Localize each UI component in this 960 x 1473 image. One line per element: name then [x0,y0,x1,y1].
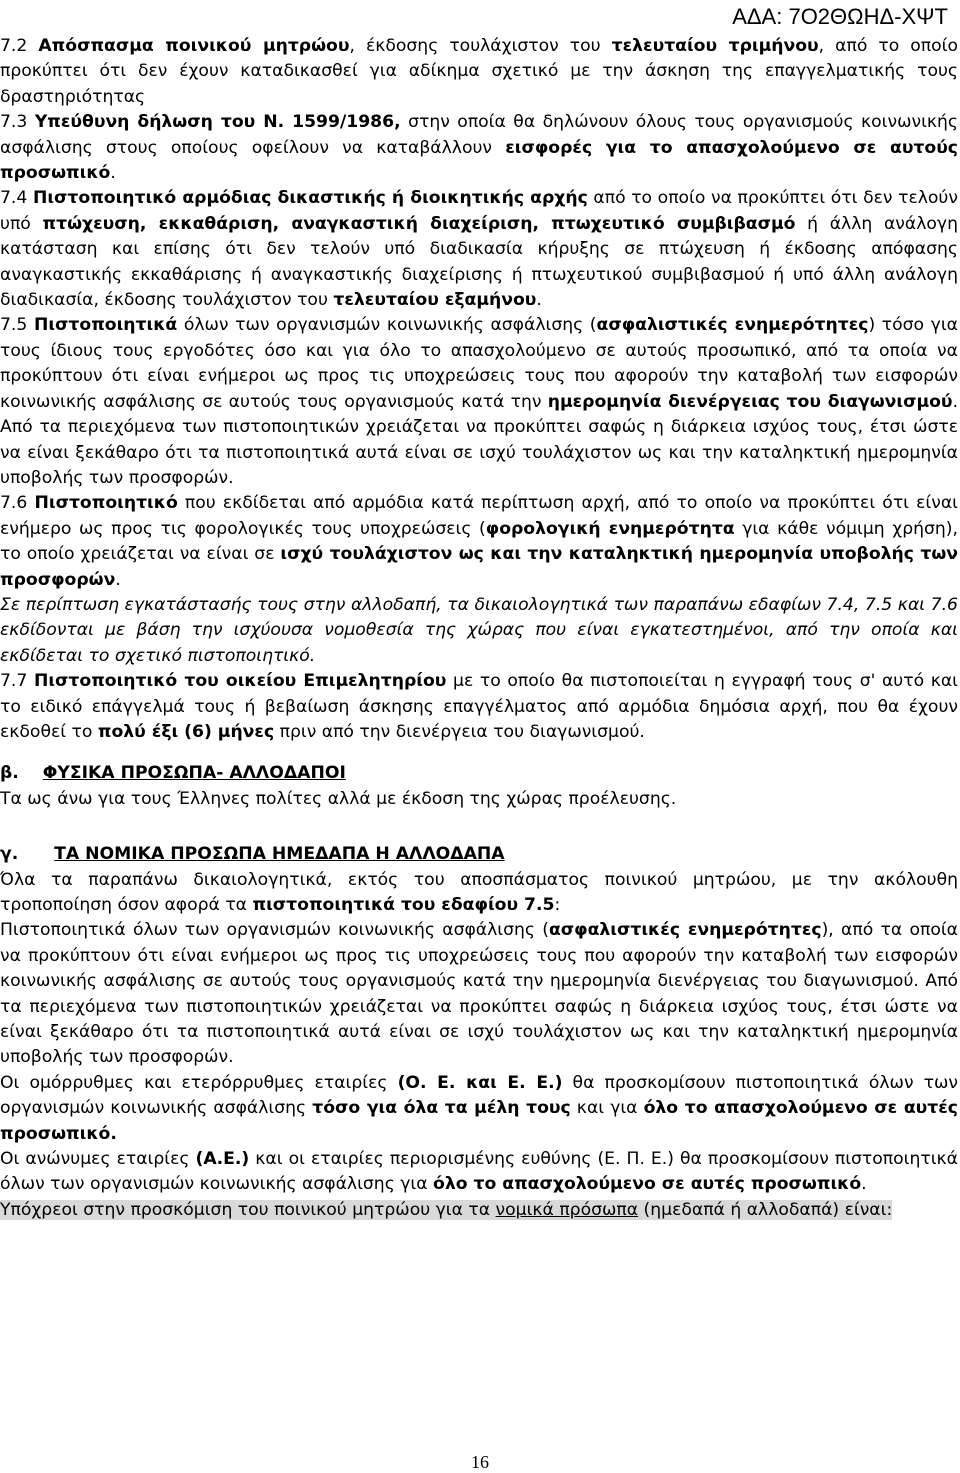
bold-text: φορολογική ενημερότητα [485,518,735,539]
item-number: 7.2 [0,36,39,56]
section-letter: β. [0,763,19,784]
item-number: 7.5 [0,315,34,336]
text: με το οποίο θα πιστοποιείται η εγγραφή τους σ' αυτό και το ειδικό επάγγελμά τους ή βεβαίωση άσκησης επαγγέλματος από αρμόδια δημόσια αρχή, που θα έχουν εκδοθεί το [0,671,958,742]
text: . [110,163,116,184]
bold-text: (Α.Ε.) [195,1149,250,1170]
underlined-text: νομικά πρόσωπα [495,1199,639,1220]
bold-text: πολύ έξι (6) μήνες [97,721,275,742]
ada-code: ΑΔΑ: 7Ο2ΘΩΗΔ-ΧΨΤ [732,4,948,29]
document-body [0,34,958,1223]
text: . [115,569,121,590]
section-g-p4 [0,1147,958,1198]
text: στην οποία θα δηλώνουν όλους τους οργανισμούς κοινωνικής ασφάλισης στους οποίους οφείλουν να καταβάλλουν [0,112,958,158]
item-7-6 [0,491,958,593]
text: (ημεδαπά ή αλλοδαπά) είναι: [638,1199,893,1220]
text: θα προσκομίσουν πιστοποιητικά όλων των οργανισμών κοινωνικής ασφάλισης [0,1072,958,1119]
bold-text: Απόσπασμα ποινικού μητρώου [38,36,350,56]
item-7-4 [0,186,958,313]
text: Όλα τα παραπάνω δικαιολογητικά, εκτός του αποσπάσματος ποινικού μητρώου, με την ακόλουθη τροποποίηση όσον αφορά τα [0,869,958,915]
section-g-p2 [0,918,958,1070]
text: πριν από την διενέργεια του διαγωνισμού. [274,721,645,742]
text: Οι ανώνυμες εταιρίες [0,1149,196,1170]
section-b-heading [0,761,958,786]
text: , έκδοσης τουλάχιστον του [349,36,612,56]
text: από το οποίο να προκύπτει ότι δεν τελούν υπό [0,188,958,234]
text: Υπόχρεοι στην προσκόμιση του ποινικού μητρώου για τα [0,1199,496,1220]
section-title: ΤΑ ΝΟΜΙΚΑ ΠΡΟΣΩΠΑ ΗΜΕΔΑΠΑ Η ΑΛΛΟΔΑΠΑ [54,844,505,865]
text: , από το οποίο προκύπτει ότι δεν έχουν καταδικασθεί για αδίκημα σχετικό με την άσκηση της επαγγελματικής τους δραστηριότητας [0,36,958,107]
item-7-7 [0,669,958,745]
item-7-5 [0,313,958,491]
bold-text: εισφορές για το απασχολούμενο σε αυτούς προσωπικό [0,137,958,184]
bold-text: Υπεύθυνη δήλωση του Ν. 1599/1986, [34,112,401,133]
text: και για [570,1098,644,1119]
text: . [861,1174,867,1195]
abroad-note: Σε περίπτωση εγκατάστασής τους στην αλλοδαπή, τα δικαιολογητικά των παραπάνω εδαφίων 7.4, 7.5 και 7.6 εκδίδονται με βάση την ισχύουσα νομοθεσία της χώρας που είναι εγκατεστημένοι, από την οποία και εκδίδεται το σχετικό πιστοποιητικό. [0,594,958,666]
text: όλων των οργανισμών κοινωνικής ασφάλισης ( [177,315,597,336]
text: . Από τα περιεχόμενα των πιστοποιητικών χρειάζεται να προκύπτει σαφώς η διάρκεια ισχύος τους, έτσι ώστε να είναι ξεκάθαρο ότι τα πιστοποιητικά αυτά είναι σε ισχύ τουλάχιστον ως και την καταληκτική ημερομηνία υποβολής των προσφορών. [0,391,959,488]
text: για κάθε νόμιμη χρήση), το οποίο χρειάζεται να είναι σε [0,518,958,565]
text: ) τόσο για τους ίδιους τους εργοδότες όσο και για όλο το απασχολούμενο σε αυτούς προσωπικό, από τα οποία να προκύπτουν ότι είναι ενήμεροι ως προς τις υποχρεώσεις τους που αφορούν την καταβολή των εισφορών κοινωνικής ασφάλισης σε αυτούς τους οργανισμούς κατά την [0,315,958,412]
section-letter: γ. [0,844,19,865]
item-7-2 [0,34,958,110]
bold-text: ασφαλιστικές ενημερότητες [596,315,869,336]
text: ), από τα οποία να προκύπτουν ότι είναι ενήμεροι ως προς τις υποχρεώσεις τους που αφορούν την καταβολή των εισφορών κοινωνικής ασφάλισης σε αυτούς τους οργανισμούς κατά την ημερομηνία διενέργειας του διαγωνισμού. Από τα περιεχόμενα των πιστοποιητικών χρειάζεται να προκύπτει σαφώς η διάρκεια ισχύος τους, έτσι ώστε να είναι ξεκάθαρο ότι τα πιστοποιητικά αυτά είναι σε ισχύ τουλάχιστον ως και την καταληκτική ημερομηνία υποβολής των προσφορών. [0,920,958,1068]
bold-text: πιστοποιητικά του εδαφίου 7.5 [252,895,555,915]
text: Οι ομόρρυθμες και ετερόρρυθμες εταιρίες [0,1072,398,1093]
bold-text: Πιστοποιητικά [33,315,178,336]
bold-text: ημερομηνία διενέργειας του διαγωνισμού [547,391,953,412]
page-number: 16 [471,1452,489,1472]
section-g-p3 [0,1071,958,1147]
item-number: 7.3 [0,112,35,133]
section-title: ΦΥΣΙΚΑ ΠΡΟΣΩΠΑ- ΑΛΛΟΔΑΠΟΙ [42,763,346,784]
bold-text: Πιστοποιητικό του οικείου Επιμελητηρίου [33,671,447,692]
highlighted-text [0,1200,892,1220]
text: . [536,290,542,311]
item-number: 7.6 [0,493,35,514]
text: Πιστοποιητικά όλων των οργανισμών κοινωνικής ασφάλισης ( [0,920,549,941]
bold-text: τόσο για όλα τα μέλη τους [312,1098,571,1119]
text: : [554,895,561,915]
section-g-p5 [0,1198,958,1223]
bold-text: Πιστοποιητικό [34,493,178,514]
bold-text: Πιστοποιητικό αρμόδιας δικαστικής ή διοικητικής αρχής [32,188,588,209]
bold-text: όλο το απασχολούμενο σε αυτές προσωπικό [433,1174,862,1195]
text: και οι εταιρίες περιορισμένης ευθύνης (Ε. Π. Ε.) θα προσκομίσουν πιστοποιητικά όλων των οργανισμών κοινωνικής ασφάλισης για [0,1149,958,1195]
text: ή άλλη ανάλογη κατάσταση και επίσης ότι δεν τελούν υπό διαδικασία κήρυξης σε πτώχευση ή έκδοσης απόφασης αναγκαστικής εκκαθάρισης ή αναγκαστικής διαχείρισης ή πτωχευτικού συμβιβασμού ή υπό άλλη ανάλογη διαδικασία, έκδοσης τουλάχιστον του [0,213,958,311]
item-7-3 [0,110,958,186]
bold-text: ισχύ τουλάχιστον ως και την καταληκτική ημερομηνία υποβολής των προσφορών [0,544,958,590]
item-number: 7.4 [0,188,33,209]
bold-text: ασφαλιστικές ενημερότητες [548,920,822,941]
section-b-text: Τα ως άνω για τους Έλληνες πολίτες αλλά με έκδοση της χώρας προέλευσης. [0,788,677,809]
section-g-p1 [0,868,958,919]
bold-text: πτώχευση, εκκαθάριση, αναγκαστική διαχείριση, πτωχευτικό συμβιβασμό [42,213,796,234]
bold-text: τελευταίου τριμήνου [611,36,819,56]
text: που εκδίδεται από αρμόδια κατά περίπτωση αρχή, από το οποίο να προκύπτει ότι είναι ενήμερο ως προς τις φορολογικές τους υποχρεώσεις ( [0,493,958,539]
item-number: 7.7 [0,671,34,692]
section-g-heading [0,842,958,867]
bold-text: όλο το απασχολούμενο σε αυτές προσωπικό. [0,1098,959,1144]
bold-text: (Ο. Ε. και Ε. Ε.) [397,1072,563,1093]
bold-text: τελευταίου εξαμήνου [333,290,537,311]
